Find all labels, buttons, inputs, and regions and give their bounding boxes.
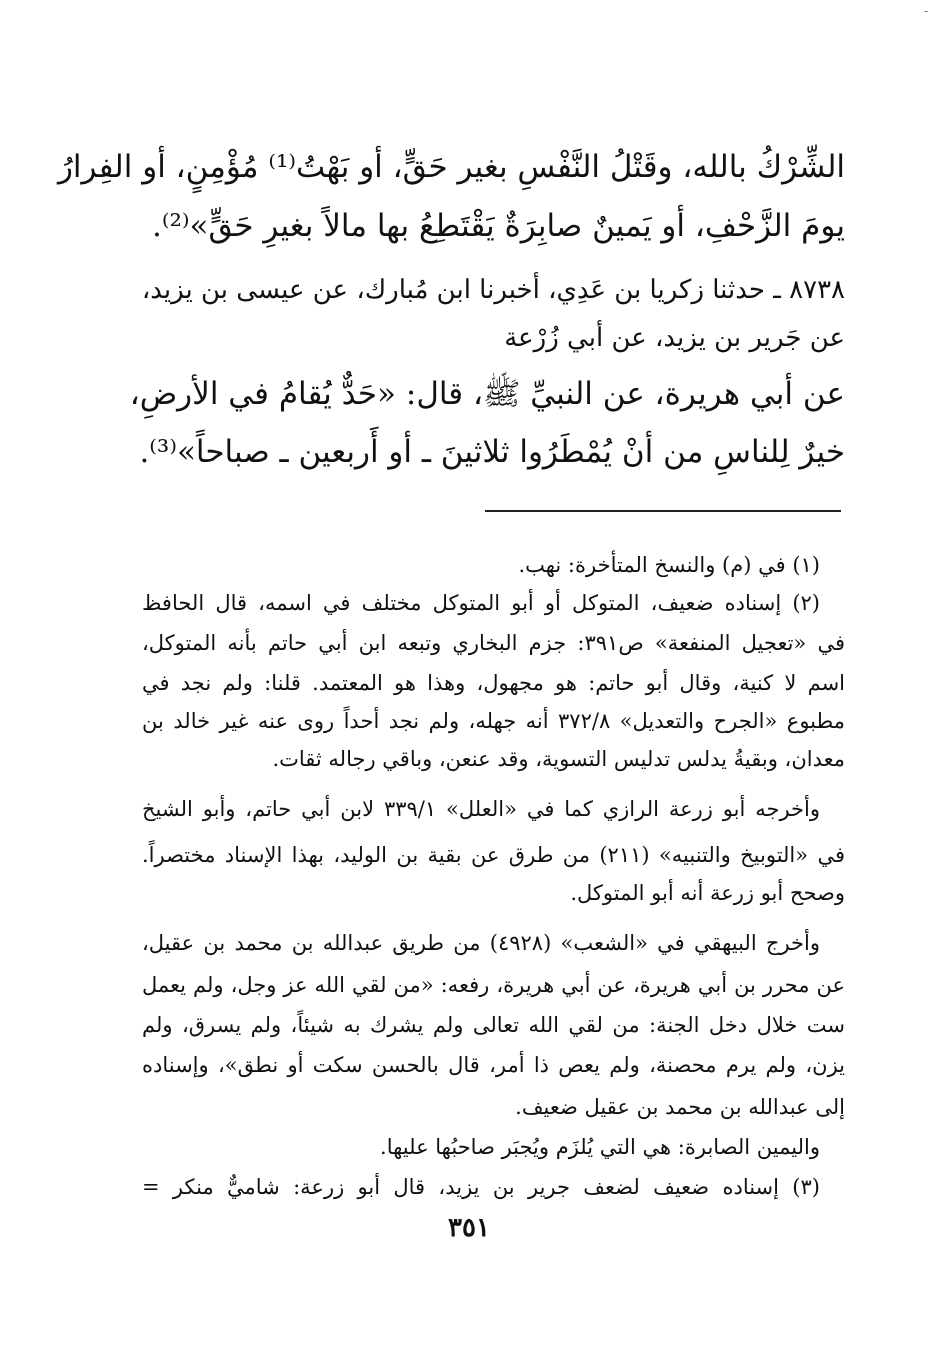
- footnote-line-15: واليمين الصابرة: هي التي يُلزَم ويُجبَر صاحبُها عليها.: [380, 1135, 820, 1159]
- footnote-line-6: معدان، وبقيةُ يدلس تدليس التسوية، وقد عنعن، وباقي رجاله ثقات.: [272, 747, 845, 771]
- footnote-line-9: وصحح أبو زرعة أنه أبو المتوكل.: [570, 881, 845, 905]
- footnote-line-5: مطبوع «الجرح والتعديل» ٣٧٢/٨ أنه جهله، ولم نجد أحداً روى عنه غير خالد بن: [142, 709, 845, 733]
- main-text-line-1: الشِّرْكُ بالله، وقَتْلُ النَّفْسِ بغير حَقٍّ، أو بَهْتُ⁽¹⁾ مُؤْمِنٍ، أو الفِرارُ: [57, 149, 845, 185]
- footnote-line-2: (٢) إسناده ضعيف، المتوكل أو أبو المتوكل مختلف في اسمه، قال الحافظ: [142, 591, 820, 615]
- footnote-line-3: في «تعجيل المنفعة» ص٣٩١: جزم البخاري وتبعه ابن أبي حاتم بأنه المتوكل،: [142, 631, 845, 655]
- main-text-line-2: يومَ الزَّحْفِ، أو يَمينٌ صابِرَةٌ يَقْتَطِعُ بها مالاً بغيرِ حَقٍّ»⁽²⁾.: [151, 208, 845, 244]
- footnote-line-13: يزن، ولم يرم محصنة، ولم يعص ذا أمر، قال بالحسن سكت أو نطق»، وإسناده: [142, 1053, 845, 1077]
- hadith-matn-line-2: خيرٌ لِلناسِ من أنْ يُمْطَرُوا ثلاثينَ ـ أو أَربعين ـ صباحاً»⁽³⁾.: [139, 434, 845, 470]
- footnote-line-8: في «التوبيخ والتنبيه» (٢١١) من طرق عن بقية بن الوليد، بهذا الإسناد مختصراً.: [142, 843, 846, 867]
- footnote-line-1: (١) في (م) والنسخ المتأخرة: نهب.: [518, 553, 820, 577]
- footnote-line-4: اسم لا كنية، وقال أبو حاتم: هو مجهول، وهذا هو المعتمد. قلنا: ولم نجد في: [142, 671, 845, 695]
- footnote-line-12: ست خلال دخل الجنة: من لقي الله تعالى ولم يشرك به شيئاً، ولم يسرق، ولم: [142, 1013, 845, 1037]
- footnote-line-11: عن محرر بن أبي هريرة، عن أبي هريرة، رفعه: «من لقي الله عز وجل، ولم يعمل: [142, 973, 845, 997]
- hadith-isnad-line-2: عن جَرير بن يزيد، عن أبي زُرْعة: [504, 323, 845, 353]
- corner-mark: -: [923, 4, 928, 18]
- footnote-line-16: (٣) إسناده ضعيف لضعف جرير بن يزيد، قال أبو زرعة: شاميٌّ منكر =: [142, 1175, 820, 1199]
- footnote-line-7: وأخرجه أبو زرعة الرازي كما في «العلل» ٣٣٩/١ لابن أبي حاتم، وأبو الشيخ: [142, 797, 820, 821]
- footnote-line-10: وأخرج البيهقي في «الشعب» (٤٩٢٨) من طريق عبدالله بن محمد بن عقيل،: [142, 931, 820, 955]
- page-number: ٣٥١: [448, 1213, 490, 1243]
- hadith-isnad-line-1: ٨٧٣٨ ـ حدثنا زكريا بن عَدِي، أخبرنا ابن مُبارك، عن عيسى بن يزيد،: [141, 275, 845, 305]
- footnote-separator: [485, 510, 841, 512]
- footnote-line-14: إلى عبدالله بن محمد بن عقيل ضعيف.: [515, 1095, 845, 1119]
- hadith-matn-line-1: عن أبي هريرة، عن النبيِّ ﷺ، قال: «حَدٌّ يُقامُ في الأرضِ،: [129, 376, 845, 412]
